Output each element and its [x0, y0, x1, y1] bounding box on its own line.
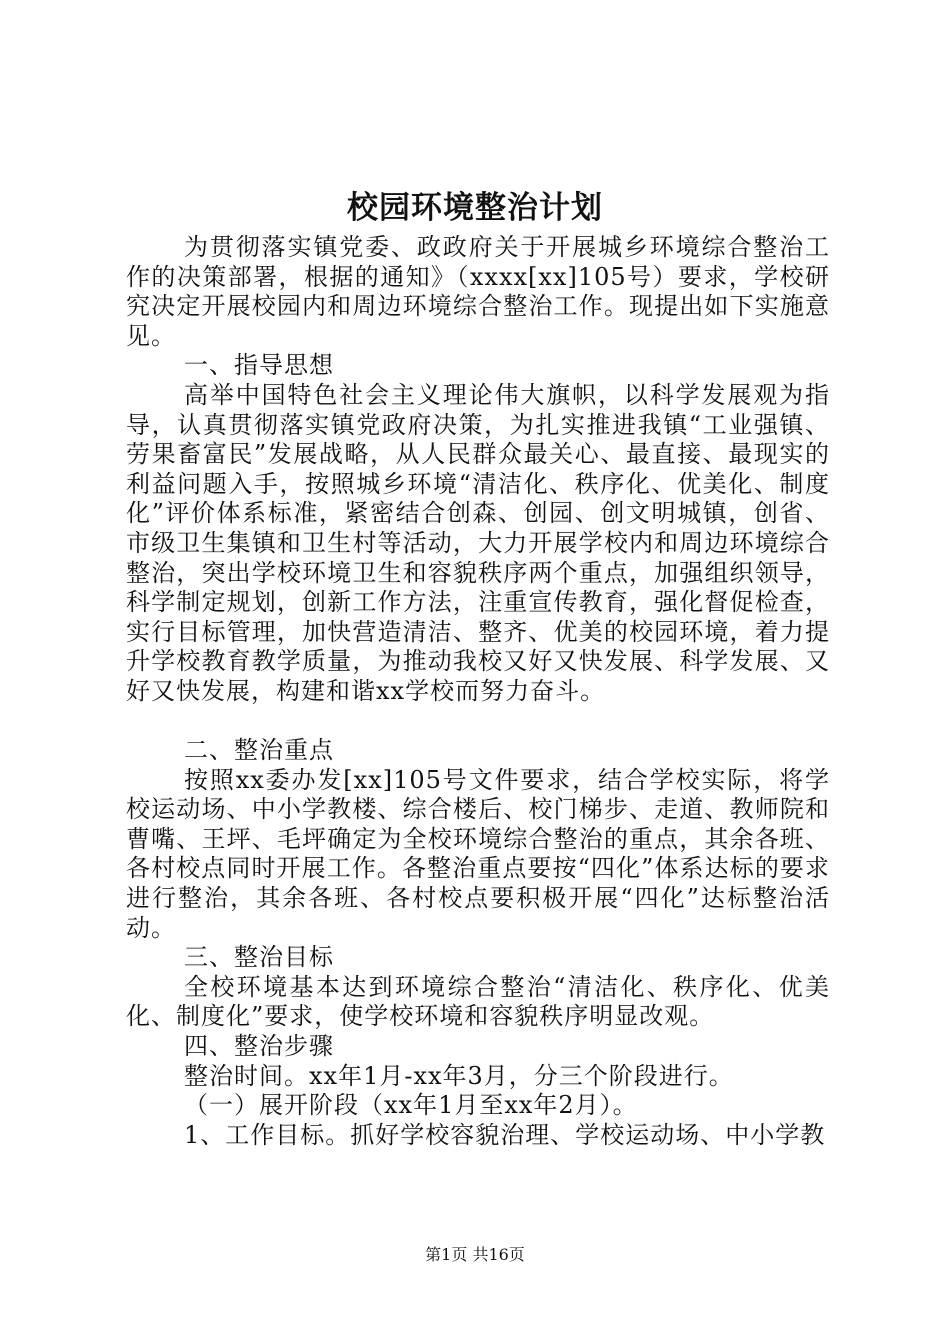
page-number-footer: 第1页 共16页	[425, 1245, 525, 1264]
document-title: 校园环境整治计划	[347, 190, 603, 226]
steps-time-paragraph: 整治时间。xx年1月-xx年3月，分三个阶段进行。	[184, 1061, 734, 1090]
section-heading-key-points: 二、整治重点	[184, 736, 334, 765]
goals-paragraph: 全校环境基本达到环境综合整治“清洁化、秩序化、优美化、制度化”要求，使学校环境和容貌秩序明显改观。	[126, 972, 830, 1031]
section-heading-goals: 三、整治目标	[184, 943, 334, 972]
key-points-paragraph: 按照xx委办发[xx]105号文件要求，结合学校实际，将学校运动场、中小学教楼、综合楼后、校门梯步、走道、教师院和曹嘴、王坪、毛坪确定为全校环境综合整治的重点，其余各班、各村校点同时开展工作。各整治重点要按“四化”体系达标的要求进行整治，其余各班、各村校点要积极开展“四化”达标整治活动。	[126, 765, 830, 942]
stage-one-heading: （一）展开阶段（xx年1月至xx年2月）。	[184, 1091, 638, 1120]
intro-paragraph: 为贯彻落实镇党委、政政府关于开展城乡环境综合整治工作的决策部署，根据的通知》（xxxx[xx]105号）要求，学校研究决定开展校园内和周边环境综合整治工作。现提出如下实施意见。	[126, 233, 830, 350]
document-body	[126, 233, 830, 1150]
section-heading-guiding-thought: 一、指导思想	[184, 351, 334, 380]
section-heading-steps: 四、整治步骤	[184, 1032, 334, 1061]
guiding-thought-paragraph: 高举中国特色社会主义理论伟大旗帜，以科学发展观为指导，认真贯彻落实镇党政府决策，为扎实推进我镇“工业强镇、劳果畜富民”发展战略，从人民群众最关心、最直接、最现实的利益问题入手，按照城乡环境“清洁化、秩序化、优美化、制度化”评价体系标准，紧密结合创森、创园、创文明城镇，创省、市级卫生集镇和卫生村等活动，大力开展学校内和周边环境综合整治，突出学校环境卫生和容貌秩序两个重点，加强组织领导，科学制定规划，创新工作方法，注重宣传教育，强化督促检查，实行目标管理，加快营造清洁、整齐、优美的校园环境，着力提升学校教育教学质量，为推动我校又好又快发展、科学发展、又好又快发展，构建和谐xx学校而努力奋斗。	[126, 380, 830, 705]
work-goal-paragraph: 1、工作目标。抓好学校容貌治理、学校运动场、中小学教	[184, 1120, 826, 1149]
